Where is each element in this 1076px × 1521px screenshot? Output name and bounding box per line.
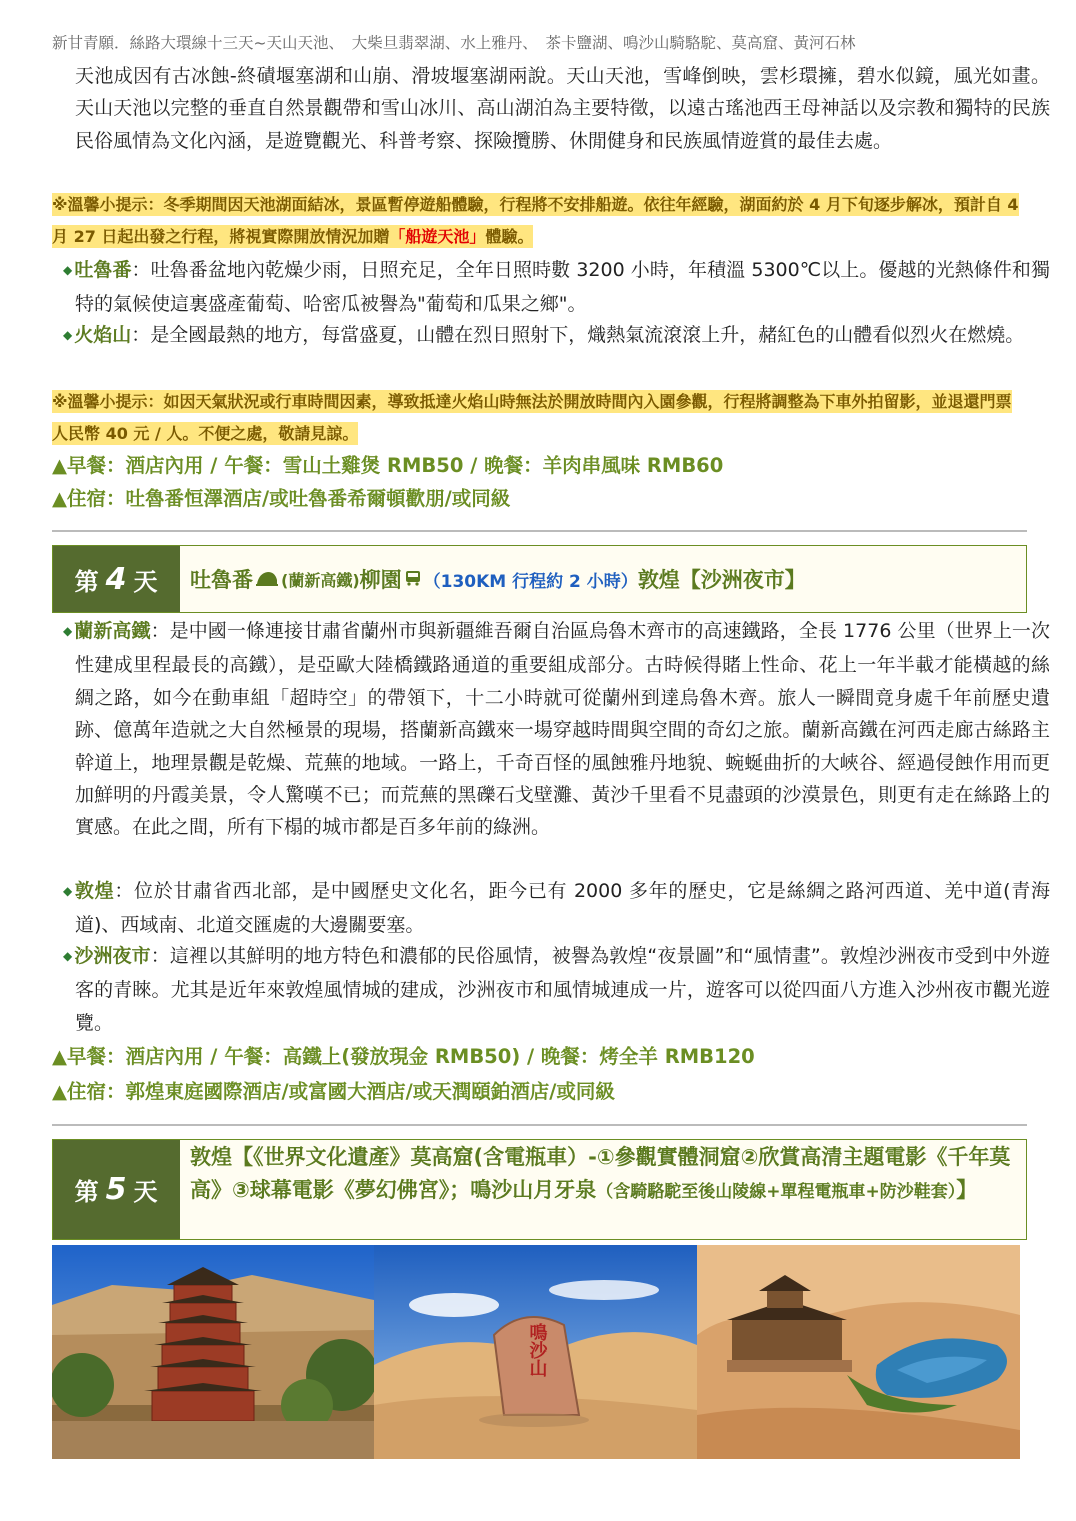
dunhuang-title: 敦煌: [74, 880, 115, 902]
notice-tianchi-highlight: 「船遊天池」: [389, 227, 486, 247]
crescent-lake-photo: [697, 1245, 1020, 1459]
notice-tianchi-text: ※溫馨小提示：冬季期間因天池湖面結冰，景區暫停遊船體驗，行程將不安排船遊。依往年經驗，湖面約於 4 月下旬逐步解冰，預計自 4 月 27 日起出發之行程，將視實際開放情況加贈: [52, 195, 1019, 247]
day4-meals: ▲早餐：酒店內用 / 午餐：高鐵上(發放現金 RMB50) / 晚餐：烤全羊 RMB120: [52, 1045, 755, 1068]
dunhuang-item: [52, 875, 1050, 942]
day-label-pre: 第: [74, 567, 100, 596]
flaming-title: 火焰山: [74, 324, 132, 346]
dunhuang-text: ：位於甘肅省西北部，是中國歷史文化名，距今已有 2000 多年的歷史，它是絲綢之路河西道、羌中道(青海道)、西域南、北道交匯處的大邊關要塞。: [75, 880, 1050, 937]
diamond-icon: ◆: [63, 263, 73, 277]
shazhou-text: ：這裡以其鮮明的地方特色和濃郁的民俗風情，被譽為敦煌“夜景圖”和“風情畫”。敦煌沙洲夜市受到中外遊客的青睞。尤其是近年來敦煌風情城的建成，沙洲夜市和風情城連成一片，遊客可以從四面八方進入沙州夜市觀光遊覽。: [75, 945, 1050, 1034]
tianchi-paragraph: 天池成因有古冰蝕-終磧堰塞湖和山崩、滑坡堰塞湖兩說。天山天池，雪峰倒映，雲杉環擁，碧水似鏡，風光如畫。天山天池以完整的垂直自然景觀帶和雪山冰川、高山湖泊為主要特徵，以遠古瑤池西王母神話以及宗教和獨特的民族民俗風情為文化內涵，是遊覽觀光、科普考察、探險攬勝、休閒健身和民族風情遊賞的最佳去處。: [75, 65, 1050, 152]
notice-flaming: [52, 386, 1027, 451]
day3-meals: ▲早餐：酒店內用 / 午餐：雪山土雞煲 RMB50 / 晚餐：羊肉串風味 RMB60: [52, 454, 724, 477]
shazhou-title: 沙洲夜市: [74, 945, 151, 967]
day3-hotel: ▲住宿：吐魯番恒澤酒店/或吐魯番希爾頓歡朋/或同級: [52, 487, 511, 510]
flaming-mountain-item: [52, 319, 1050, 353]
turpan-title: 吐魯番: [74, 259, 132, 281]
notice-tianchi: [52, 189, 1027, 254]
day-number: 5: [105, 1172, 128, 1207]
shazhou-item: [52, 940, 1050, 1039]
turpan-item: [52, 254, 1050, 321]
turpan-text: ：吐魯番盆地內乾燥少雨，日照充足，全年日照時數 3200 小時，年積溫 5300℃以上。優越的光熱條件和獨特的氣候使這裏盛產葡萄、哈密瓜被譽為"葡萄和瓜果之鄉"。: [75, 259, 1050, 316]
diamond-icon: ◆: [63, 624, 73, 638]
diamond-icon: ◆: [63, 949, 73, 963]
day5-title-d: 】: [956, 1178, 978, 1202]
day5-title: [180, 1140, 1026, 1239]
day5-title-b: (含電瓶車）-①參觀實體洞窟②欣賞高清主題電影《千年莫高》③球幕電影《夢幻佛宮》；鳴沙山月牙泉: [190, 1145, 1011, 1202]
mingsha-mountain-photo: [374, 1245, 697, 1459]
day4-from: 吐魯番: [190, 568, 253, 592]
lanxin-item: [52, 615, 1050, 844]
photo-strip: [52, 1245, 1020, 1459]
day-label-post: 天: [133, 1178, 159, 1206]
day-label-pre: 第: [74, 1178, 100, 1206]
divider: [52, 530, 1027, 532]
day4-via: (蘭新高鐵): [281, 570, 360, 590]
day5-badge: [53, 1140, 180, 1239]
diamond-icon: ◆: [63, 328, 73, 342]
day5-title-a: 敦煌【《世界文化遺產》莫高窟: [190, 1145, 474, 1169]
day-number: 4: [105, 561, 128, 597]
day4-hotel: ▲住宿：郭煌東庭國際酒店/或富國大酒店/或天潤頤鉑酒店/或同級: [52, 1080, 615, 1103]
divider: [52, 1124, 1027, 1126]
train-icon: [256, 567, 278, 591]
lanxin-text: ：是中國一條連接甘肅省蘭州市與新疆維吾爾自治區烏魯木齊市的高速鐵路，全長 1776 公里（世界上一次性建成里程最長的高鐵），是亞歐大陸橋鐵路通道的重要組成部分。古時候得賭上性命、花上一年半載才能橫越的絲綢之路，如今在動車組「超時空」的帶領下，十二小時就可從蘭州到達烏魯木齊。旅人一瞬間竟身處千年前歷史遺跡、億萬年造就之大自然極景的現場，搭蘭新高鐵來一場穿越時間與空間的奇幻之旅。蘭新高鐵在河西走廊古絲路主幹道上，地理景觀是乾燥、荒蕪的地域。一路上，千奇百怪的風蝕雅丹地貌、蜿蜒曲折的大峽谷、經過侵蝕作用而更加鮮明的丹霞美景，令人驚嘆不已；而荒蕪的黑礫石戈壁灘、黃沙千里看不見盡頭的沙漠景色，則更有走在絲路上的實感。在此之間，所有下榻的城市都是百多年前的綠洲。: [75, 620, 1050, 839]
notice-tianchi-end: 體驗。: [485, 227, 534, 247]
document-header: 新甘青願．絲路大環線十三天~天山天池、 大柴旦翡翠湖、水上雅丹、 茶卡鹽湖、鳴沙山騎駱駝、莫高窟、黃河石林: [52, 34, 856, 52]
rock-inscription: 鳴沙山: [526, 1323, 548, 1377]
day4-badge: [53, 546, 180, 612]
mogao-caves-photo: [52, 1245, 374, 1459]
day4-header: [52, 545, 1027, 613]
notice-flaming-text: ※溫馨小提示：如因天氣狀況或行車時間因素，導致抵達火焰山時無法於開放時間內入園參觀，行程將調整為下車外拍留影，並退還門票人民幣 40 元 / 人。不便之處，敬請見諒。: [52, 392, 1012, 444]
diamond-icon: ◆: [63, 884, 73, 898]
day4-distance: （130KM 行程約 2 小時）: [423, 571, 638, 592]
bus-icon: [405, 567, 421, 591]
day4-destination: 敦煌【沙洲夜市】: [637, 568, 806, 592]
day4-title: [180, 546, 1026, 612]
flaming-text: ：是全國最熱的地方，每當盛夏，山體在烈日照射下，熾熱氣流滾滾上升，赭紅色的山體看似烈火在燃燒。: [131, 324, 1025, 346]
day5-title-c: （含騎駱駝至後山陵線+單程電瓶車+防沙鞋套）: [596, 1182, 957, 1202]
lanxin-title: 蘭新高鐵: [74, 620, 151, 642]
day-label-post: 天: [133, 567, 159, 596]
day4-stop: 柳園: [359, 568, 402, 592]
day5-header: [52, 1139, 1027, 1240]
